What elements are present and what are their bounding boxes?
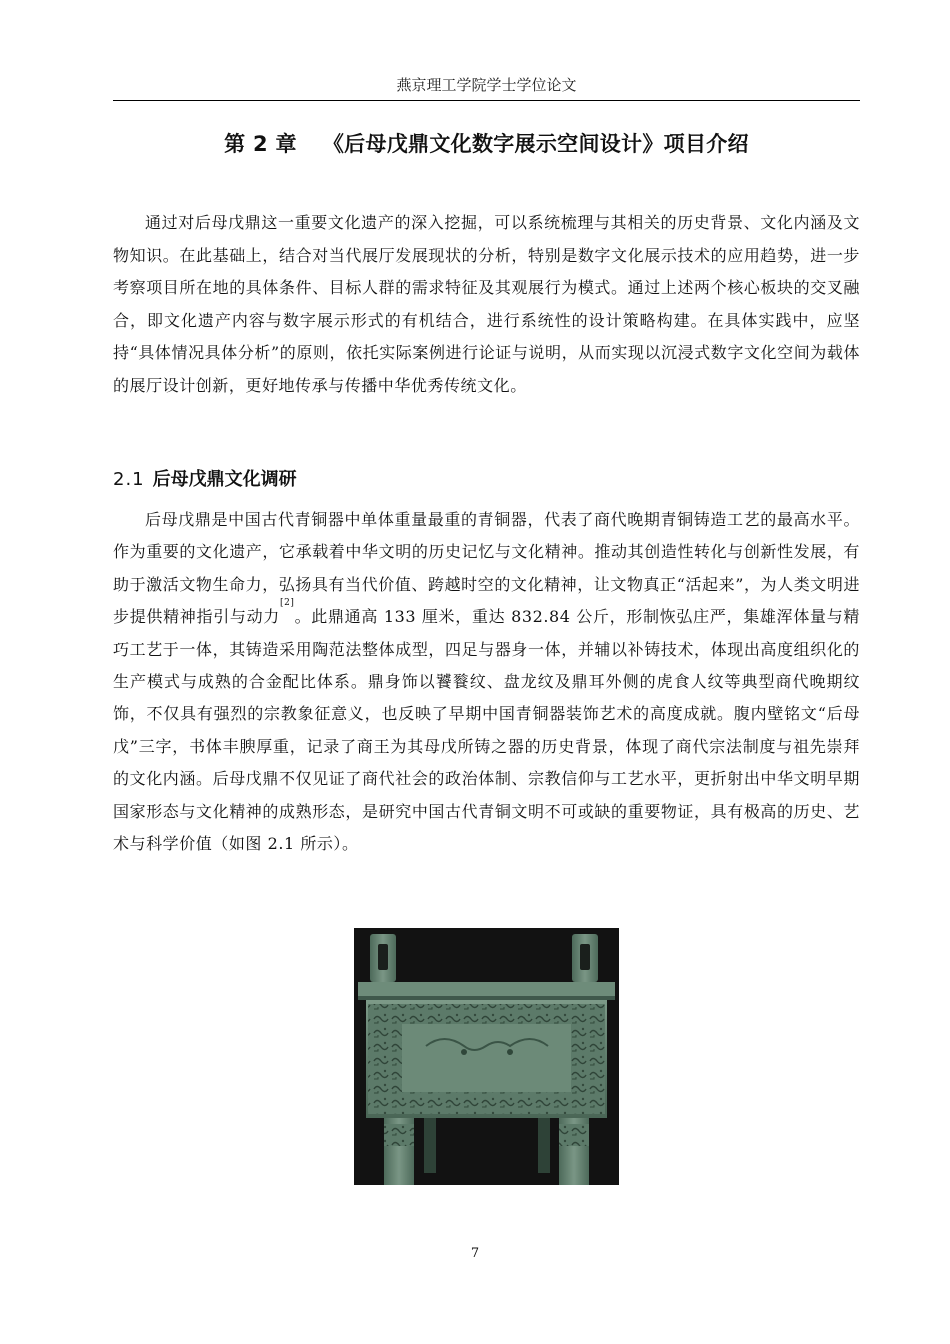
ding-vessel-photo (354, 928, 619, 1185)
section-number: 2.1 (113, 469, 145, 490)
intro-paragraph: 通过对后母戊鼎这一重要文化遗产的深入挖掘，可以系统梳理与其相关的历史背景、文化内涵及文物知识。在此基础上，结合对当代展厅发展现状的分析，特别是数字文化展示技术的应用趋势，进一步考察项目所在地的具体条件、目标人群的需求特征及其观展行为模式。通过上述两个核心板块的交叉融合，即文化遗产内容与数字展示形式的有机结合，进行系统性的设计策略构建。在具体实践中，应坚持“具体情况具体分析”的原则，依托实际案例进行论证与说明，从而实现以沉浸式数字文化空间为载体的展厅设计创新，更好地传承与传播中华优秀传统文化。 (113, 213, 860, 395)
running-header: 燕京理工学院学士学位论文 (396, 76, 577, 94)
section-title: 后母戊鼎文化调研 (152, 469, 297, 490)
vessel-rim (358, 982, 615, 998)
chapter-title-text: 《后母戊鼎文化数字展示空间设计》项目介绍 (322, 132, 749, 156)
chapter-number: 第 2 章 (224, 132, 297, 156)
body-text-part1: 后母戊鼎是中国古代青铜器中单体重量最重的青铜器，代表了商代晚期青铜铸造工艺的最高水平。作为重要的文化遗产，它承载着中华文明的历史记忆与文化精神。推动其创造性转化与创新性发展，有助于激活文物生命力，弘扬具有当代价值、跨越时空的文化精神，让文物真正“活起来”，为人类文明进步提供精神指引与动力 (113, 510, 860, 627)
section-heading (113, 465, 297, 491)
header-rule (113, 100, 860, 101)
page-number: 7 (470, 1246, 480, 1261)
citation-marker: [2] (280, 598, 295, 609)
body-paragraph (113, 504, 860, 860)
ding-vessel-illustration (354, 928, 619, 1185)
chapter-title (113, 128, 860, 158)
body-text-part2: 。此鼎通高 133 厘米，重达 832.84 公斤，形制恢弘庄严，集雄浑体量与精巧工艺于一体，其铸造采用陶范法整体成型，四足与器身一体，并辅以补铸技术，体现出高度组织化的生产模式与成熟的合金配比体系。鼎身饰以饕餮纹、盘龙纹及鼎耳外侧的虎食人纹等典型商代晚期纹饰，不仅具有强烈的宗教象征意义，也反映了早期中国青铜器装饰艺术的高度成就。腹内壁铭文“后母戊”三字，书体丰腴厚重，记录了商王为其母戊所铸之器的历史背景，体现了商代宗法制度与祖先崇拜的文化内涵。后母戊鼎不仅见证了商代社会的政治体制、宗教信仰与工艺水平，更折射出中华文明早期国家形态与文化精神的成熟形态，是研究中国古代青铜文明不可或缺的重要物证，具有极高的历史、艺术与科学价值（如图 2.1 所示）。 (113, 607, 860, 854)
